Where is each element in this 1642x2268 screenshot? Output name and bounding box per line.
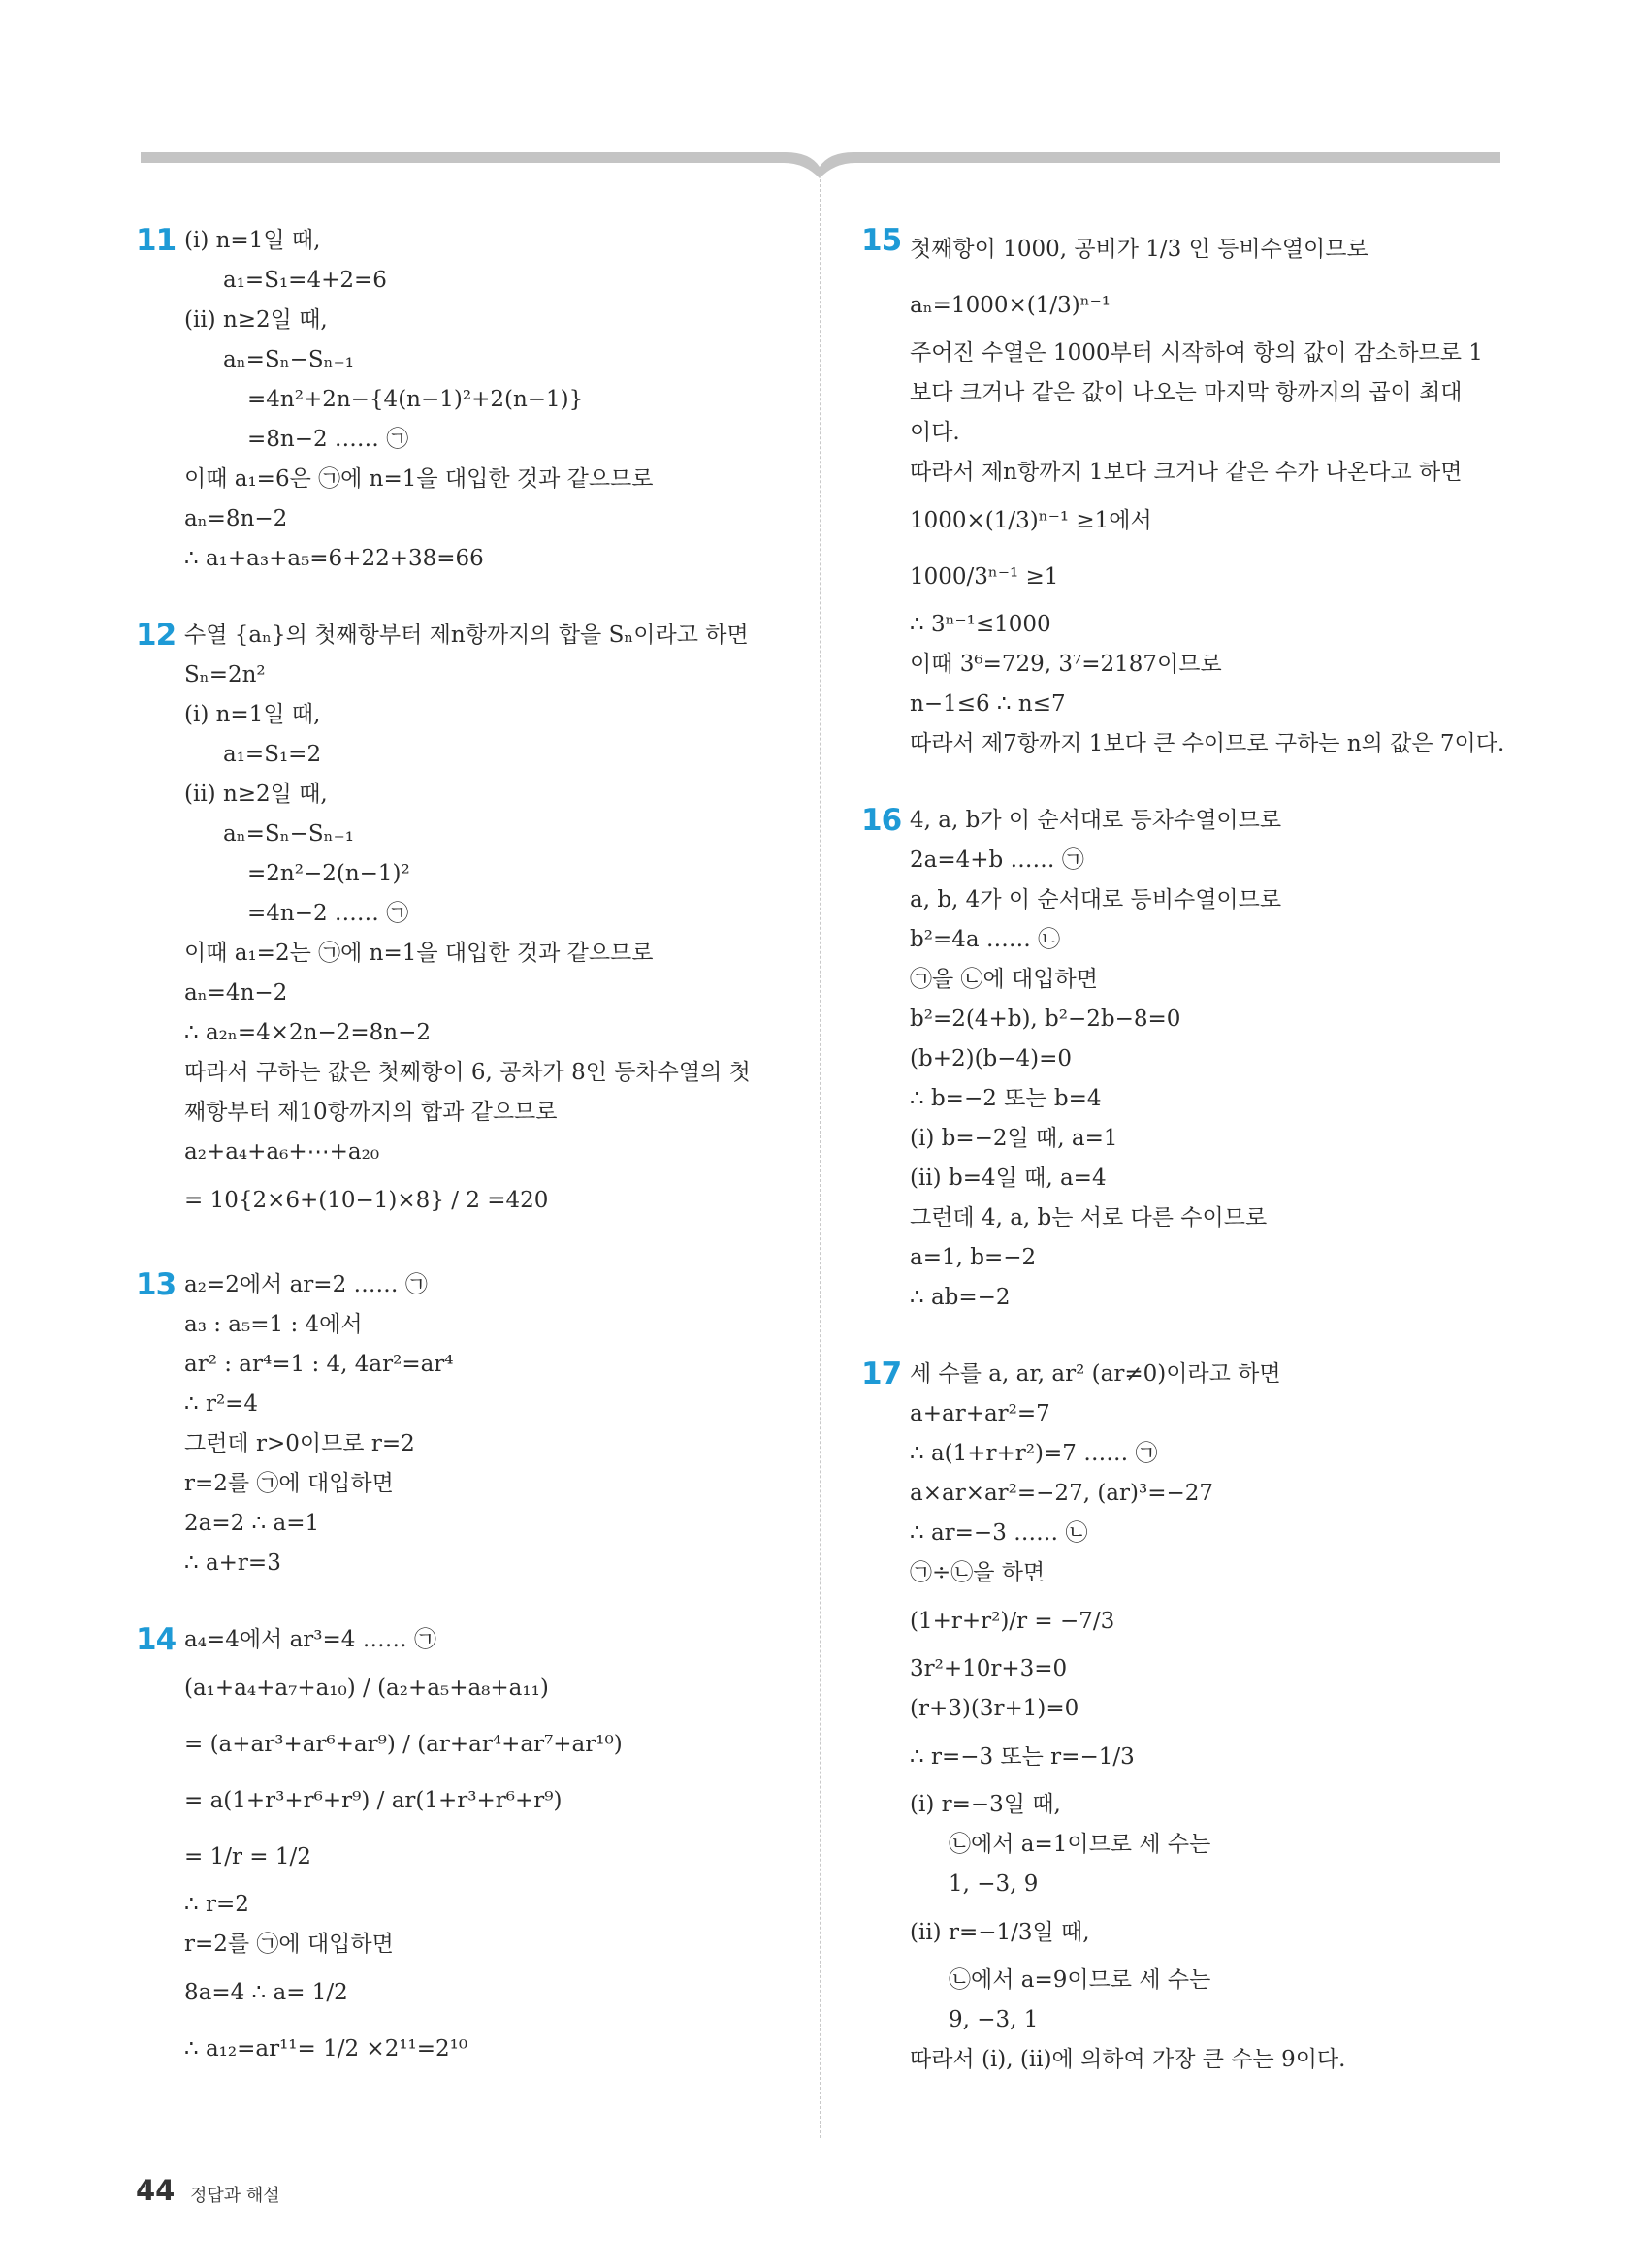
solution-line: r=2를 ㉠에 대입하면 bbox=[184, 1932, 394, 1957]
problem-17 bbox=[861, 1355, 1521, 2080]
solution-line: ㉡에서 a=9이므로 세 수는 bbox=[949, 1967, 1211, 1993]
solution-line: n−1≤6 ∴ n≤7 bbox=[910, 691, 1066, 717]
solution-line: 8a=4 ∴ a= 1/2 bbox=[184, 1980, 348, 2005]
solution-line: ∴ r=−3 또는 r=−1/3 bbox=[910, 1744, 1135, 1770]
solution-line: aₙ=4n−2 bbox=[184, 980, 288, 1006]
problem-number: 14 bbox=[136, 1622, 177, 1657]
solution-line: 이다. bbox=[910, 420, 960, 445]
solution-line: =2n²−2(n−1)² bbox=[247, 861, 410, 886]
solution-line: b²=2(4+b), b²−2b−8=0 bbox=[910, 1006, 1181, 1032]
solution-line: =4n−2 …… ㉠ bbox=[247, 901, 409, 926]
solution-line: (r+3)(3r+1)=0 bbox=[910, 1696, 1079, 1721]
solution-line: ∴ ar=−3 …… ㉡ bbox=[910, 1520, 1088, 1546]
solution-line: = 1/r = 1/2 bbox=[184, 1844, 311, 1869]
solution-line: Sₙ=2n² bbox=[184, 662, 266, 687]
solution-line: 따라서 (ⅰ), (ⅱ)에 의하여 가장 큰 수는 9이다. bbox=[910, 2047, 1346, 2072]
solution-line: a×ar×ar²=−27, (ar)³=−27 bbox=[910, 1481, 1214, 1506]
solution-line: a₂+a₄+a₆+⋯+a₂₀ bbox=[184, 1139, 380, 1165]
solution-line: =8n−2 …… ㉠ bbox=[247, 427, 409, 452]
solution-line: 그런데 r>0이므로 r=2 bbox=[184, 1431, 415, 1456]
solution-line: ∴ ab=−2 bbox=[910, 1285, 1011, 1310]
solution-line: 3r²+10r+3=0 bbox=[910, 1656, 1068, 1681]
solution-line: =4n²+2n−{4(n−1)²+2(n−1)} bbox=[247, 387, 584, 412]
solution-line: aₙ=Sₙ−Sₙ₋₁ bbox=[223, 821, 354, 847]
solution-line: (ⅰ) n=1일 때, bbox=[184, 228, 321, 253]
solution-line: a=1, b=−2 bbox=[910, 1245, 1037, 1270]
solution-line: a₄=4에서 ar³=4 …… ㉠ bbox=[184, 1627, 437, 1652]
solution-line: a+ar+ar²=7 bbox=[910, 1401, 1050, 1426]
problem-12 bbox=[136, 616, 795, 1229]
solution-line: 이때 3⁶=729, 3⁷=2187이므로 bbox=[910, 652, 1222, 677]
solution-line: (ⅱ) n≥2일 때, bbox=[184, 782, 328, 807]
solution-line: ∴ a+r=3 bbox=[184, 1550, 281, 1576]
solution-line: ㉠÷㉡을 하면 bbox=[910, 1560, 1046, 1585]
solution-line: aₙ=8n−2 bbox=[184, 506, 288, 531]
solution-line: ∴ a₂ₙ=4×2n−2=8n−2 bbox=[184, 1020, 431, 1045]
solution-line: a₃ : a₅=1 : 4에서 bbox=[184, 1312, 363, 1337]
solution-line: 그런데 4, a, b는 서로 다른 수이므로 bbox=[910, 1205, 1268, 1230]
solution-line: a₂=2에서 ar=2 …… ㉠ bbox=[184, 1272, 428, 1297]
top-decorative-bar bbox=[0, 0, 1642, 194]
solution-line: 따라서 구하는 값은 첫째항이 6, 공차가 8인 등차수열의 첫 bbox=[184, 1060, 751, 1085]
solution-line: 9, −3, 1 bbox=[949, 2007, 1039, 2032]
solution-line: 1000×(1/3)ⁿ⁻¹ ≥1에서 bbox=[910, 508, 1152, 533]
solution-line: 2a=4+b …… ㉠ bbox=[910, 847, 1084, 873]
problem-13 bbox=[136, 1265, 795, 1583]
solution-line: (ⅱ) n≥2일 때, bbox=[184, 307, 328, 333]
solution-line: a₁=S₁=4+2=6 bbox=[223, 268, 387, 293]
solution-line: ㉡에서 a=1이므로 세 수는 bbox=[949, 1832, 1211, 1857]
solution-line: (ⅱ) b=4일 때, a=4 bbox=[910, 1166, 1107, 1191]
solution-line: ∴ r²=4 bbox=[184, 1391, 259, 1417]
solution-line: = a(1+r³+r⁶+r⁹) / ar(1+r³+r⁶+r⁹) bbox=[184, 1788, 563, 1813]
solution-line: ㉠을 ㉡에 대입하면 bbox=[910, 967, 1098, 992]
solution-line: ∴ r=2 bbox=[184, 1892, 249, 1917]
solution-line: 수열 {aₙ}의 첫째항부터 제n항까지의 합을 Sₙ이라고 하면 bbox=[184, 623, 749, 648]
solution-line: 1, −3, 9 bbox=[949, 1871, 1039, 1897]
solution-line: ∴ 3ⁿ⁻¹≤1000 bbox=[910, 612, 1051, 637]
solution-line: 이때 a₁=6은 ㉠에 n=1을 대입한 것과 같으므로 bbox=[184, 466, 654, 492]
solution-line: (1+r+r²)/r = −7/3 bbox=[910, 1609, 1115, 1634]
problem-number: 17 bbox=[861, 1357, 902, 1391]
footer-label: 정답과 해설 bbox=[190, 2186, 280, 2206]
problem-14 bbox=[136, 1620, 795, 2077]
solution-line: ∴ a₁+a₃+a₅=6+22+38=66 bbox=[184, 546, 484, 571]
solution-line: ∴ a(1+r+r²)=7 …… ㉠ bbox=[910, 1441, 1158, 1466]
problem-number: 12 bbox=[136, 618, 177, 653]
solution-line: r=2를 ㉠에 대입하면 bbox=[184, 1471, 394, 1496]
solution-line: (ⅱ) r=−1/3일 때, bbox=[910, 1920, 1090, 1945]
solution-line: (ⅰ) b=−2일 때, a=1 bbox=[910, 1126, 1118, 1151]
solution-line: aₙ=1000×(1/3)ⁿ⁻¹ bbox=[910, 293, 1111, 318]
solution-line: b²=4a …… ㉡ bbox=[910, 927, 1061, 952]
solution-line: 째항부터 제10항까지의 합과 같으므로 bbox=[184, 1100, 558, 1125]
column-divider bbox=[820, 175, 821, 2138]
solution-line: a, b, 4가 이 순서대로 등비수열이므로 bbox=[910, 887, 1282, 912]
solution-line: aₙ=Sₙ−Sₙ₋₁ bbox=[223, 347, 354, 372]
page-number: 44 bbox=[136, 2174, 176, 2207]
solution-line: ∴ b=−2 또는 b=4 bbox=[910, 1086, 1102, 1111]
solution-line: = (a+ar³+ar⁶+ar⁹) / (ar+ar⁴+ar⁷+ar¹⁰) bbox=[184, 1732, 623, 1757]
solution-line: 따라서 제n항까지 1보다 크거나 같은 수가 나온다고 하면 bbox=[910, 460, 1463, 485]
solution-line: (ⅰ) r=−3일 때, bbox=[910, 1792, 1061, 1817]
problem-number: 13 bbox=[136, 1267, 177, 1302]
solution-line: (ⅰ) n=1일 때, bbox=[184, 702, 321, 727]
problem-number: 11 bbox=[136, 223, 177, 258]
right-column bbox=[861, 221, 1521, 2080]
solution-line: 첫째항이 1000, 공비가 1/3 인 등비수열이므로 bbox=[910, 237, 1368, 262]
solution-line: (a₁+a₄+a₇+a₁₀) / (a₂+a₅+a₈+a₁₁) bbox=[184, 1676, 549, 1701]
solution-line: 세 수를 a, ar, ar² (ar≠0)이라고 하면 bbox=[910, 1361, 1281, 1387]
solution-line: 보다 크거나 같은 값이 나오는 마지막 항까지의 곱이 최대 bbox=[910, 380, 1463, 405]
solution-line: 이때 a₁=2는 ㉠에 n=1을 대입한 것과 같으므로 bbox=[184, 941, 654, 966]
problem-16 bbox=[861, 801, 1521, 1318]
solution-line: (b+2)(b−4)=0 bbox=[910, 1046, 1073, 1071]
solution-line: 2a=2 ∴ a=1 bbox=[184, 1511, 320, 1536]
solution-line: a₁=S₁=2 bbox=[223, 742, 322, 767]
problem-11 bbox=[136, 221, 795, 579]
problem-number: 16 bbox=[861, 803, 902, 838]
solution-line: 1000/3ⁿ⁻¹ ≥1 bbox=[910, 564, 1059, 590]
left-column bbox=[136, 221, 795, 2077]
solution-line: 주어진 수열은 1000부터 시작하여 항의 값이 감소하므로 1 bbox=[910, 340, 1483, 366]
solution-line: ar² : ar⁴=1 : 4, 4ar²=ar⁴ bbox=[184, 1352, 454, 1377]
solution-line: ∴ a₁₂=ar¹¹= 1/2 ×2¹¹=2¹⁰ bbox=[184, 2036, 468, 2061]
problem-number: 15 bbox=[861, 223, 902, 258]
solution-line: 따라서 제7항까지 1보다 큰 수이므로 구하는 n의 값은 7이다. bbox=[910, 731, 1505, 756]
problem-15 bbox=[861, 221, 1521, 764]
solution-line: 4, a, b가 이 순서대로 등차수열이므로 bbox=[910, 808, 1282, 833]
solution-line: = 10{2×6+(10−1)×8} / 2 =420 bbox=[184, 1188, 549, 1213]
